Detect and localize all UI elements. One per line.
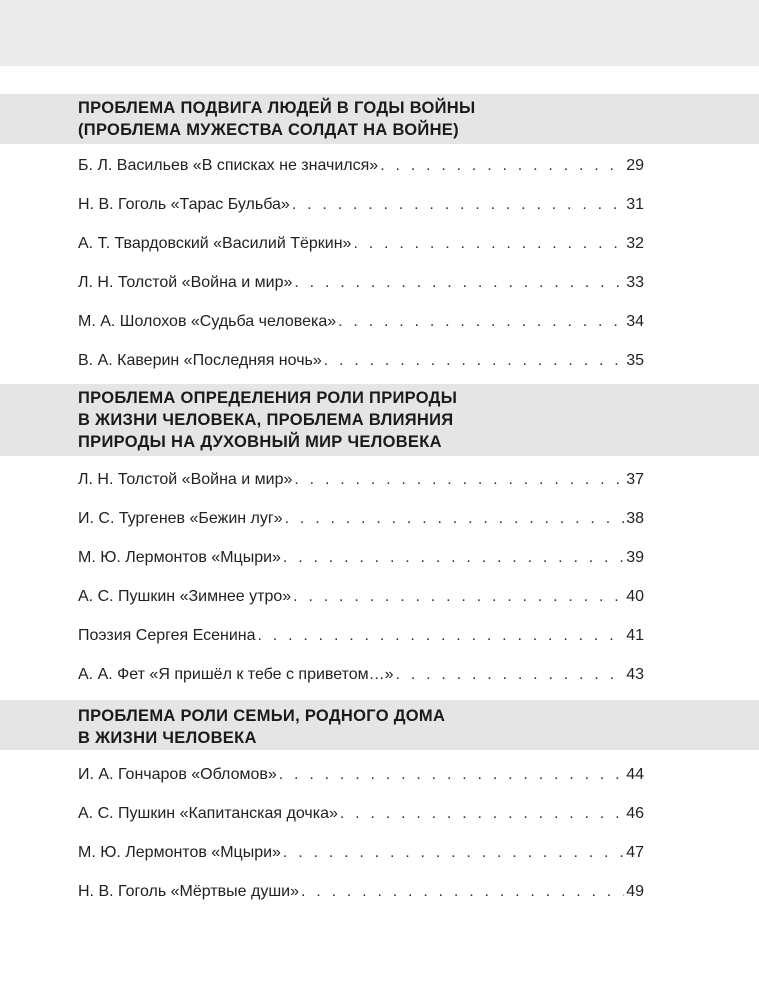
toc-entry-page: 34: [626, 313, 644, 330]
toc-entry[interactable]: [78, 764, 644, 786]
toc-entry[interactable]: [78, 272, 644, 294]
toc-entry[interactable]: [78, 233, 644, 255]
toc-entry[interactable]: [78, 350, 644, 372]
section-header-nature-role: [0, 384, 759, 456]
toc-entry-page: 49: [626, 883, 644, 900]
dot-leader: [294, 272, 624, 294]
section-title-line: ПРОБЛЕМА РОЛИ СЕМЬИ, РОДНОГО ДОМА: [78, 707, 446, 725]
toc-entry-page: 39: [626, 549, 644, 566]
toc-entry[interactable]: [78, 625, 644, 647]
dot-leader: [380, 155, 624, 177]
section-header-war-heroism: [0, 94, 759, 144]
toc-entry-page: 31: [626, 196, 644, 213]
toc-entry[interactable]: [78, 664, 644, 686]
dot-leader: [258, 625, 625, 647]
toc-entry-title: М. Ю. Лермонтов «Мцыри»: [78, 844, 281, 861]
section-header-family-role: [0, 700, 759, 750]
toc-entry-title: Поэзия Сергея Есенина: [78, 627, 256, 644]
toc-entry-page: 32: [626, 235, 644, 252]
dot-leader: [353, 233, 624, 255]
toc-entry-page: 44: [626, 766, 644, 783]
toc-entry-title: Л. Н. Толстой «Война и мир»: [78, 471, 293, 488]
toc-entry-page: 47: [626, 844, 644, 861]
toc-entry-title: Б. Л. Васильев «В списках не значился»: [78, 157, 379, 174]
dot-leader: [283, 842, 624, 864]
toc-entry-title: Н. В. Гоголь «Тарас Бульба»: [78, 196, 290, 213]
section-title-line: ПРИРОДЫ НА ДУХОВНЫЙ МИР ЧЕЛОВЕКА: [78, 433, 442, 451]
dot-leader: [283, 547, 624, 569]
section-title-line: ПРОБЛЕМА ПОДВИГА ЛЮДЕЙ В ГОДЫ ВОЙНЫ: [78, 99, 476, 117]
toc-entry-page: 37: [626, 471, 644, 488]
toc-entry-title: И. С. Тургенев «Бежин луг»: [78, 510, 283, 527]
toc-entry-page: 38: [626, 510, 644, 527]
dot-leader: [324, 350, 624, 372]
toc-entry-title: Л. Н. Толстой «Война и мир»: [78, 274, 293, 291]
toc-entry-page: 43: [626, 666, 644, 683]
top-band: [0, 0, 759, 66]
toc-entry-title: В. А. Каверин «Последняя ночь»: [78, 352, 322, 369]
dot-leader: [285, 508, 625, 530]
dot-leader: [293, 586, 624, 608]
dot-leader: [396, 664, 625, 686]
toc-entry[interactable]: [78, 842, 644, 864]
toc-entry-title: А. С. Пушкин «Зимнее утро»: [78, 588, 292, 605]
dot-leader: [294, 469, 624, 491]
toc-entry-page: 41: [626, 627, 644, 644]
dot-leader: [292, 194, 624, 216]
toc-entry[interactable]: [78, 155, 644, 177]
section-title-line: В ЖИЗНИ ЧЕЛОВЕКА: [78, 729, 257, 747]
toc-entry-title: И. А. Гончаров «Обломов»: [78, 766, 277, 783]
dot-leader: [301, 881, 624, 903]
toc-entry-title: А. А. Фет «Я пришёл к тебе с приветом…»: [78, 666, 394, 683]
toc-entry[interactable]: [78, 508, 644, 530]
section-title-line: (ПРОБЛЕМА МУЖЕСТВА СОЛДАТ НА ВОЙНЕ): [78, 121, 459, 139]
toc-entry-page: 29: [626, 157, 644, 174]
toc-entry-title: М. А. Шолохов «Судьба человека»: [78, 313, 337, 330]
section-title-line: ПРОБЛЕМА ОПРЕДЕЛЕНИЯ РОЛИ ПРИРОДЫ: [78, 389, 458, 407]
dot-leader: [338, 311, 624, 333]
toc-entry-page: 46: [626, 805, 644, 822]
toc-entry[interactable]: [78, 311, 644, 333]
toc-entry-title: А. С. Пушкин «Капитанская дочка»: [78, 805, 338, 822]
toc-entry[interactable]: [78, 881, 644, 903]
section-title-line: В ЖИЗНИ ЧЕЛОВЕКА, ПРОБЛЕМА ВЛИЯНИЯ: [78, 411, 454, 429]
dot-leader: [340, 803, 624, 825]
toc-entry[interactable]: [78, 194, 644, 216]
toc-entry[interactable]: [78, 547, 644, 569]
toc-entry[interactable]: [78, 586, 644, 608]
toc-entry-title: А. Т. Твардовский «Василий Тёркин»: [78, 235, 352, 252]
toc-entry-title: М. Ю. Лермонтов «Мцыри»: [78, 549, 281, 566]
toc-entry-page: 33: [626, 274, 644, 291]
toc-entry-page: 40: [626, 588, 644, 605]
toc-entry[interactable]: [78, 803, 644, 825]
toc-entry[interactable]: [78, 469, 644, 491]
dot-leader: [279, 764, 624, 786]
toc-entry-page: 35: [626, 352, 644, 369]
toc-entry-title: Н. В. Гоголь «Мёртвые души»: [78, 883, 299, 900]
